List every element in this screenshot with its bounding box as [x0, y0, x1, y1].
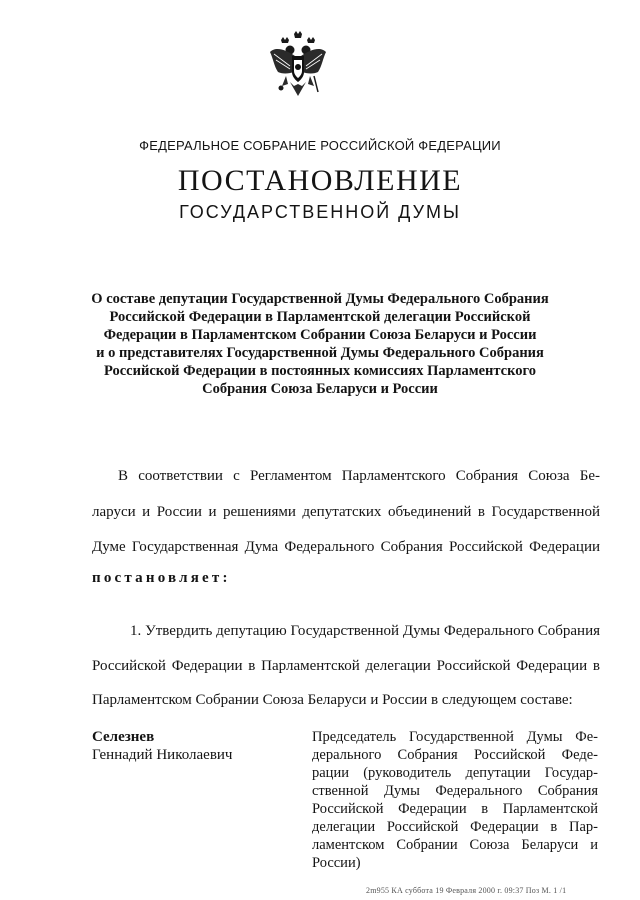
preamble-line: Думе Государственная Дума Федерального Собрания Российской Федерации [92, 539, 600, 555]
preamble-line: В соответствии с Регламентом Парламентского Собрания Союза Бе- [118, 468, 600, 484]
resolves-word: постановляет: [92, 570, 231, 586]
title-line: Собрания Союза Беларуси и России [202, 381, 438, 397]
role-line: ламентском Собрании Союза Беларуси и [312, 837, 598, 853]
member-name [92, 728, 232, 764]
role-line: Российской Федерации в Парламентской [312, 801, 598, 817]
item-1-line: Российской Федерации в Парламентской делегации Российской Федерации в [92, 658, 600, 674]
title-line: О составе депутации Государственной Думы Федерального Собрания [91, 291, 549, 307]
role-line: дерального Собрания Российской Феде- [312, 747, 598, 763]
member-given-names: Геннадий Николаевич [92, 747, 233, 763]
item-1-line: 1. Утвердить депутацию Государственной Думы Федерального Собрания [130, 623, 600, 639]
preamble-line: ларуси и России и решениями депутатских объединений в Государственной [92, 504, 600, 520]
item-1-line: Парламентском Собрании Союза Беларуси и России в следующем составе: [92, 692, 573, 708]
document-type-heading: ПОСТАНОВЛЕНИЕ [177, 164, 463, 197]
title-line: Российской Федерации в Парламентской делегации Российской [109, 309, 531, 325]
role-line: ственной Думы Федерального Собрания [312, 783, 598, 799]
role-line: рации (руководитель депутации Государ- [312, 765, 598, 781]
coat-of-arms-emblem [268, 30, 328, 104]
title-line: Федерации в Парламентском Собрании Союза Беларуси и России [103, 327, 537, 343]
title-line: и о представителях Государственной Думы Федерального Собрания [96, 345, 544, 361]
role-line: делегации Российской Федерации в Пар- [312, 819, 598, 835]
russian-coat-of-arms-icon [268, 30, 328, 104]
fax-footer: 2m955 КА суббота 19 Февраля 2000 г. 09:37 Поз М. 1 /1 [366, 886, 567, 895]
title-line: Российской Федерации в постоянных комиссиях Парламентского [104, 363, 536, 379]
member-role [312, 728, 598, 872]
issuing-body-heading: ГОСУДАРСТВЕННОЙ ДУМЫ [179, 202, 461, 222]
role-line: Председатель Государственной Думы Фе- [312, 729, 598, 745]
resolution-title [80, 290, 560, 398]
organization-line: ФЕДЕРАЛЬНОЕ СОБРАНИЕ РОССИЙСКОЙ ФЕДЕРАЦИИ [139, 138, 501, 153]
role-line: России) [312, 855, 361, 871]
member-surname: Селезнев [92, 729, 155, 745]
